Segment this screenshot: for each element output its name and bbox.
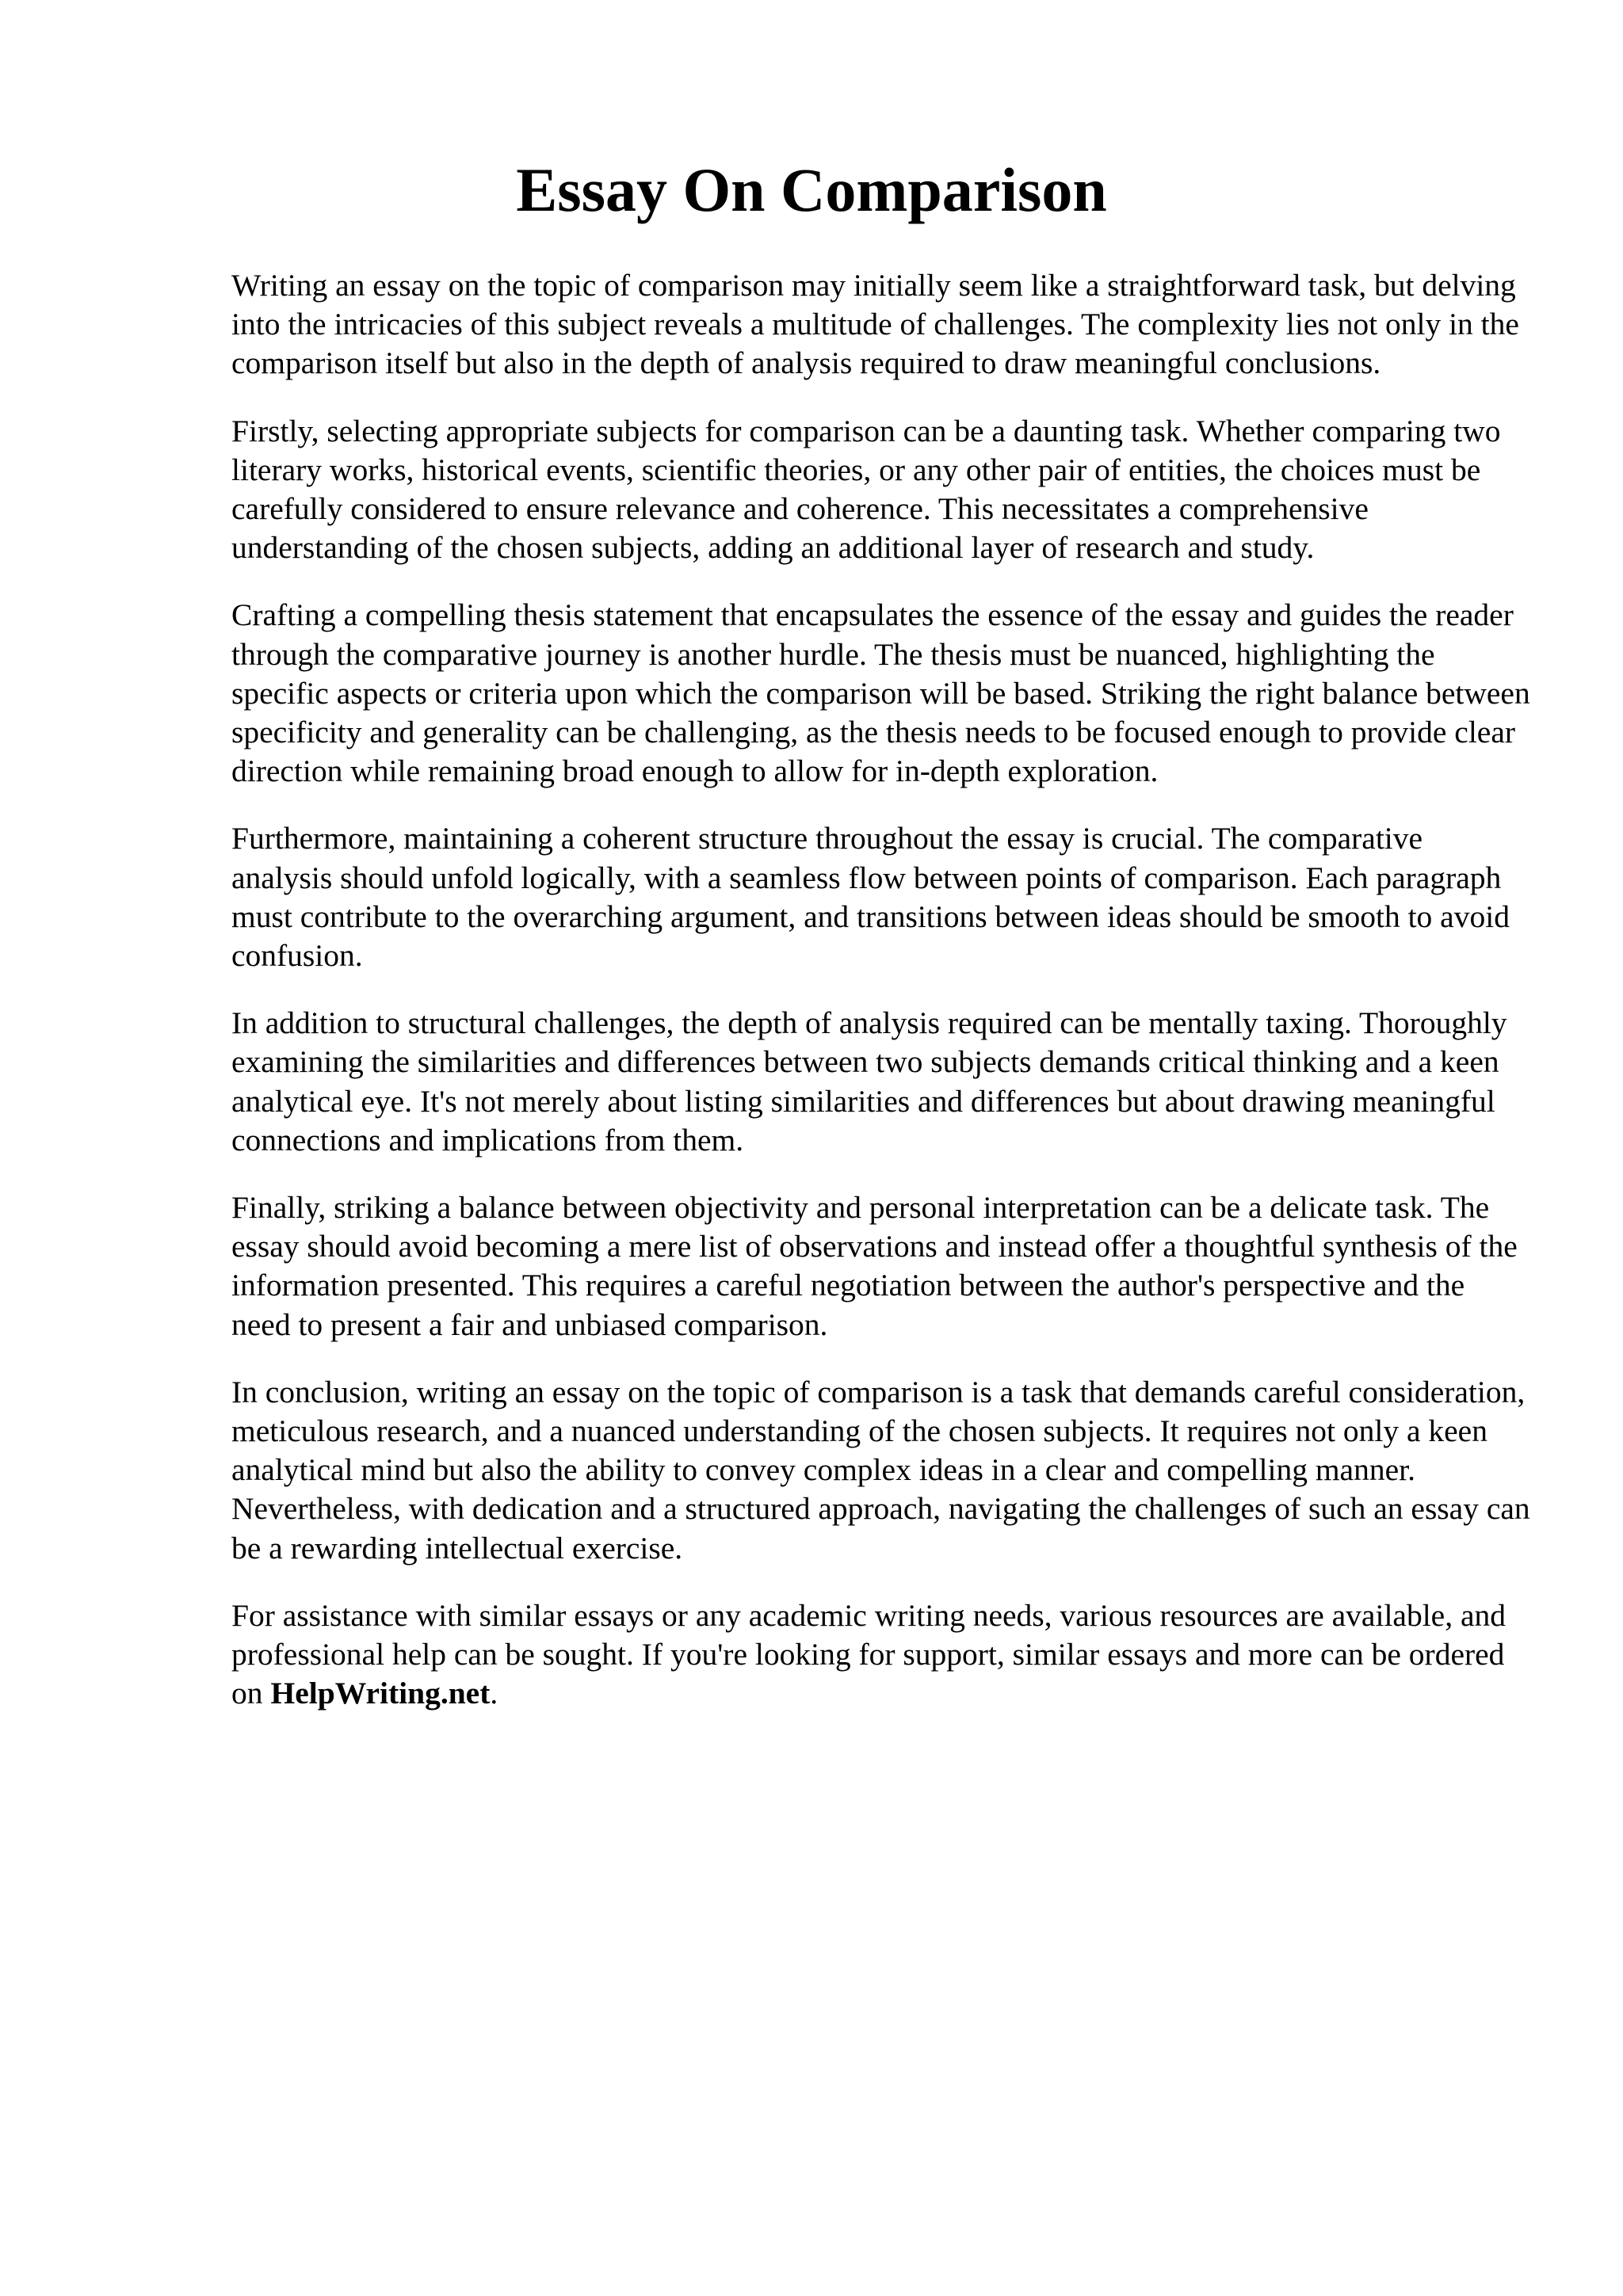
- paragraph-3: Crafting a compelling thesis statement that encapsulates the essence of the essay and guides the reader through the comparative journey is another hurdle. The thesis must be nuanced, highlighting the specific aspects or criteria upon which the comparison will be based. Striking the right balance between specificity and generality can be challenging, as the thesis needs to be focused enough to provide clear direction while remaining broad enough to allow for in-depth exploration.: [231, 597, 1530, 789]
- paragraph-6: Finally, striking a balance between objectivity and personal interpretation can be a delicate task. The essay should avoid becoming a mere list of observations and instead offer a thoughtful synthesis of the information presented. This requires a careful negotiation between the author's perspective and the need to present a fair and unbiased comparison.: [231, 1190, 1518, 1342]
- closing-paragraph: [231, 1596, 1531, 1714]
- paragraph-5: In addition to structural challenges, the depth of analysis required can be mentally taxing. Thoroughly examining the similarities and differences between two subjects demands critical thinking and a keen analytical eye. It's not merely about listing similarities and differences but about drawing meaningful connections and implications from them.: [231, 1005, 1507, 1158]
- closing-text: For assistance with similar essays or any academic writing needs, various resources are available, and professional help can be sought. If you're looking for support, similar essays and more can be ordered on: [231, 1597, 1506, 1711]
- paragraph-1: Writing an essay on the topic of comparison may initially seem like a straightforward task, but delving into the intricacies of this subject reveals a multitude of challenges. The complexity lies not only in the comparison itself but also in the depth of analysis required to draw meaningful conclusions.: [231, 268, 1519, 381]
- closing-period: .: [490, 1676, 498, 1711]
- paragraph-2: Firstly, selecting appropriate subjects for comparison can be a daunting task. Whether comparing two literary works, historical events, scientific theories, or any other pair of entities, the choices must be carefully considered to ensure relevance and coherence. This necessitates a comprehensive understanding of the chosen subjects, adding an additional layer of research and study.: [231, 413, 1501, 566]
- essay-title: Essay On Comparison: [516, 155, 1107, 224]
- paragraph-4: Furthermore, maintaining a coherent structure throughout the essay is crucial. The comparative analysis should unfold logically, with a seamless flow between points of comparison. Each paragraph must contribute to the overarching argument, and transitions between ideas should be smooth to avoid confusion.: [231, 821, 1510, 974]
- paragraph-7: In conclusion, writing an essay on the topic of comparison is a task that demands careful consideration, meticulous research, and a nuanced understanding of the chosen subjects. It requires not only a keen analytical mind but also the ability to convey complex ideas in a clear and compelling manner. Nevertheless, with dedication and a structured approach, navigating the challenges of such an essay can be a rewarding intellectual exercise.: [231, 1374, 1530, 1566]
- essay-body: [231, 266, 1531, 1742]
- helpwriting-link[interactable]: HelpWriting.net: [270, 1676, 491, 1711]
